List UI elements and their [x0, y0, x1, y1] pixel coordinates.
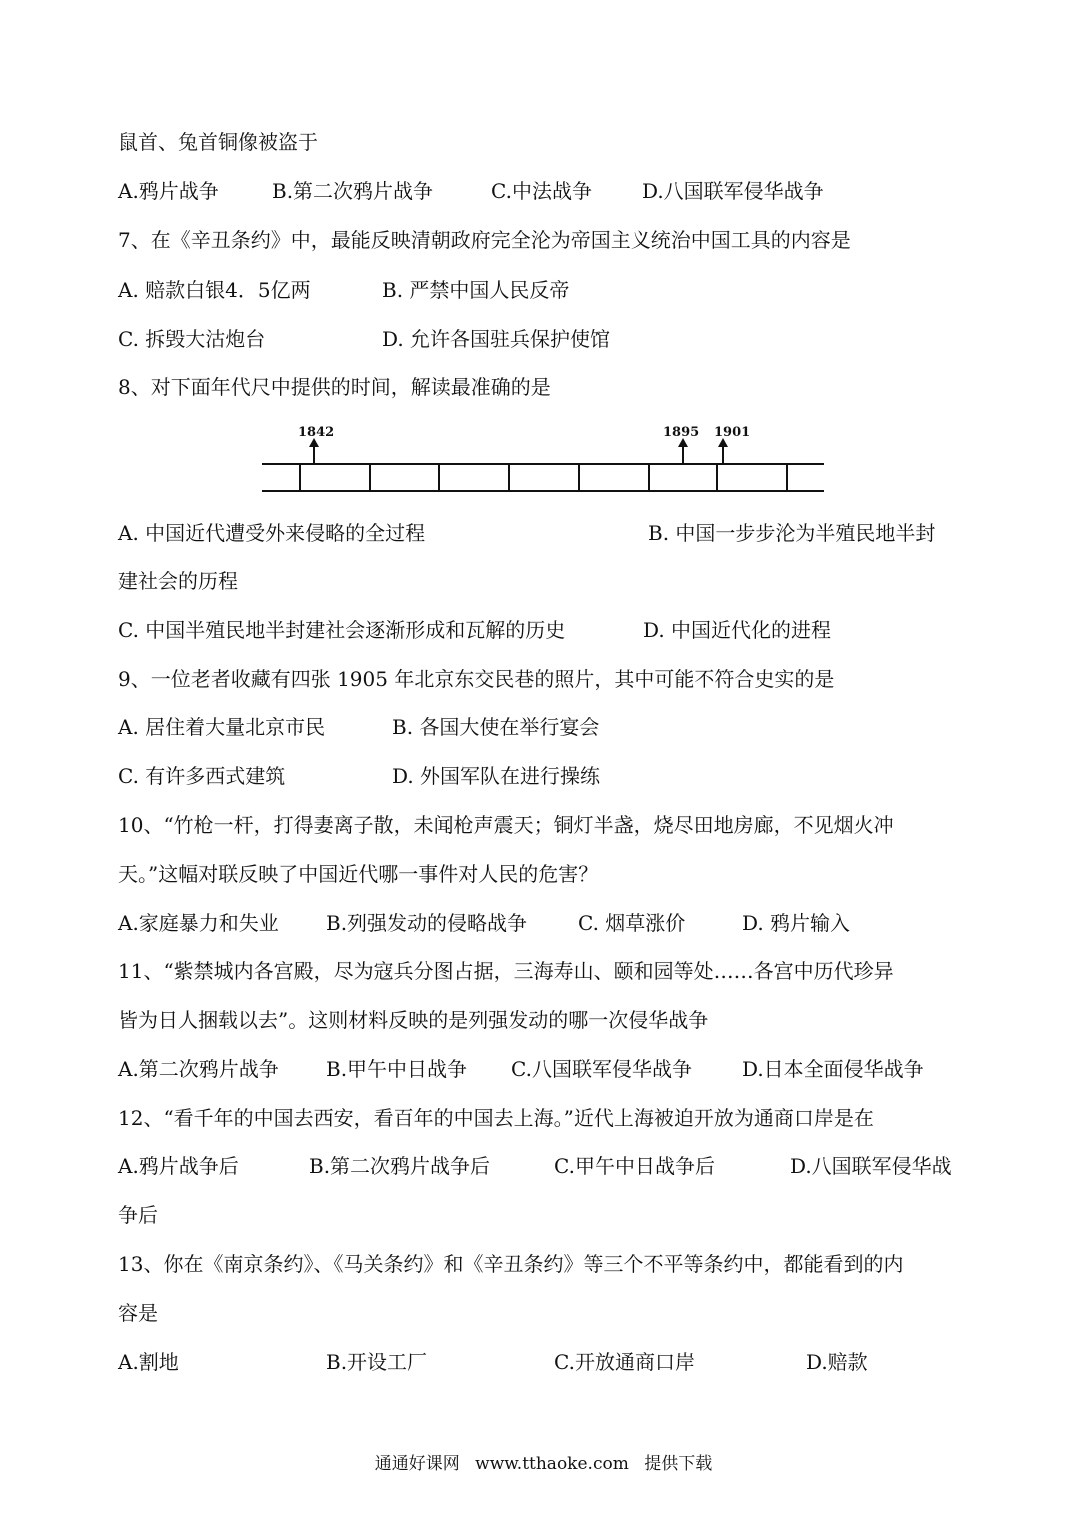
question-11-option-c: C.八国联军侵华战争 [511, 1057, 692, 1081]
question-6-option-a: A.鸦片战争 [118, 179, 219, 203]
question-11-stem-line-1: 11、“紫禁城内各宫殿，尽为寇兵分图占据，三海寿山、颐和园等处……各宫中历代珍异 [118, 959, 894, 983]
year-marker-1895 [663, 425, 699, 464]
question-8-stem: 8、对下面年代尺中提供的时间，解读最准确的是 [118, 375, 551, 399]
question-8-option-b-continuation: 建社会的历程 [118, 569, 238, 593]
question-8-option-b: B. 中国一步步沦为半殖民地半封 [648, 521, 936, 545]
year-marker-1842 [298, 425, 334, 464]
question-9-option-a: A. 居住着大量北京市民 [118, 715, 326, 739]
year-label-1895: 1895 [663, 425, 700, 440]
question-7-option-d: D. 允许各国驻兵保护使馆 [382, 327, 611, 351]
question-6-option-c: C.中法战争 [491, 179, 592, 203]
question-13-option-b: B.开设工厂 [326, 1350, 428, 1374]
year-ruler-figure [262, 420, 824, 500]
question-13-option-d: D.赔款 [806, 1350, 868, 1374]
question-6-continuation: 鼠首、兔首铜像被盗于 [118, 130, 318, 154]
year-marker-1901 [714, 425, 750, 464]
question-10-stem-line-1: 10、“竹枪一杆，打得妻离子散，未闻枪声震天；铜灯半盏，烧尽田地房廊，不见烟火冲 [118, 813, 894, 837]
question-6-option-d: D.八国联军侵华战争 [642, 179, 824, 203]
footer-note: 提供下载 [644, 1454, 713, 1474]
question-12-option-b: B.第二次鸦片战争后 [309, 1154, 491, 1178]
question-9-stem: 9、一位老者收藏有四张 1905 年北京东交民巷的照片，其中可能不符合史实的是 [118, 667, 835, 691]
question-6-option-b: B.第二次鸦片战争 [272, 179, 434, 203]
question-9-option-c: C. 有许多西式建筑 [118, 764, 286, 788]
question-11-option-b: B.甲午中日战争 [326, 1057, 468, 1081]
question-13-option-a: A.割地 [118, 1350, 179, 1374]
question-7-option-c: C. 拆毁大沽炮台 [118, 327, 266, 351]
question-8-option-c: C. 中国半殖民地半封建社会逐渐形成和瓦解的历史 [118, 618, 566, 642]
year-label-1842: 1842 [298, 425, 335, 440]
question-8-option-a: A. 中国近代遭受外来侵略的全过程 [118, 521, 426, 545]
question-8-option-d: D. 中国近代化的进程 [643, 618, 832, 642]
question-10-option-b: B.列强发动的侵略战争 [326, 911, 528, 935]
question-11-stem-line-2: 皆为日人捆载以去”。这则材料反映的是列强发动的哪一次侵华战争 [118, 1008, 709, 1032]
question-13-option-c: C.开放通商口岸 [554, 1350, 695, 1374]
question-11-option-a: A.第二次鸦片战争 [118, 1057, 279, 1081]
question-9-option-b: B. 各国大使在举行宴会 [392, 715, 600, 739]
question-12-stem: 12、“看千年的中国去西安，看百年的中国去上海。”近代上海被迫开放为通商口岸是在 [118, 1106, 874, 1130]
footer-site-name: 通通好课网 [374, 1454, 460, 1474]
question-13-stem-line-1: 13、你在《南京条约》、《马关条约》和《辛丑条约》等三个不平等条约中，都能看到的内 [118, 1252, 904, 1276]
page-footer [0, 1456, 1087, 1473]
question-11-option-d: D.日本全面侵华战争 [742, 1057, 924, 1081]
question-7-stem: 7、在《辛丑条约》中，最能反映清朝政府完全沦为帝国主义统治中国工具的内容是 [118, 228, 851, 252]
question-10-option-a: A.家庭暴力和失业 [118, 911, 279, 935]
question-12-option-c: C.甲午中日战争后 [554, 1154, 715, 1178]
question-12-option-d: D.八国联军侵华战 [790, 1154, 952, 1178]
footer-site-url[interactable]: www.tthaoke.com [475, 1454, 629, 1474]
question-10-option-c: C. 烟草涨价 [578, 911, 686, 935]
year-label-1901: 1901 [714, 425, 751, 440]
question-7-option-b: B. 严禁中国人民反帝 [382, 278, 570, 302]
question-12-option-d-continuation: 争后 [118, 1203, 158, 1227]
question-9-option-d: D. 外国军队在进行操练 [392, 764, 601, 788]
question-10-option-d: D. 鸦片输入 [742, 911, 851, 935]
question-7-option-a: A. 赔款白银4．5亿两 [118, 278, 311, 302]
question-10-stem-line-2: 天。”这幅对联反映了中国近代哪一事件对人民的危害？ [118, 862, 599, 886]
question-13-stem-line-2: 容是 [118, 1301, 158, 1325]
question-12-option-a: A.鸦片战争后 [118, 1154, 239, 1178]
